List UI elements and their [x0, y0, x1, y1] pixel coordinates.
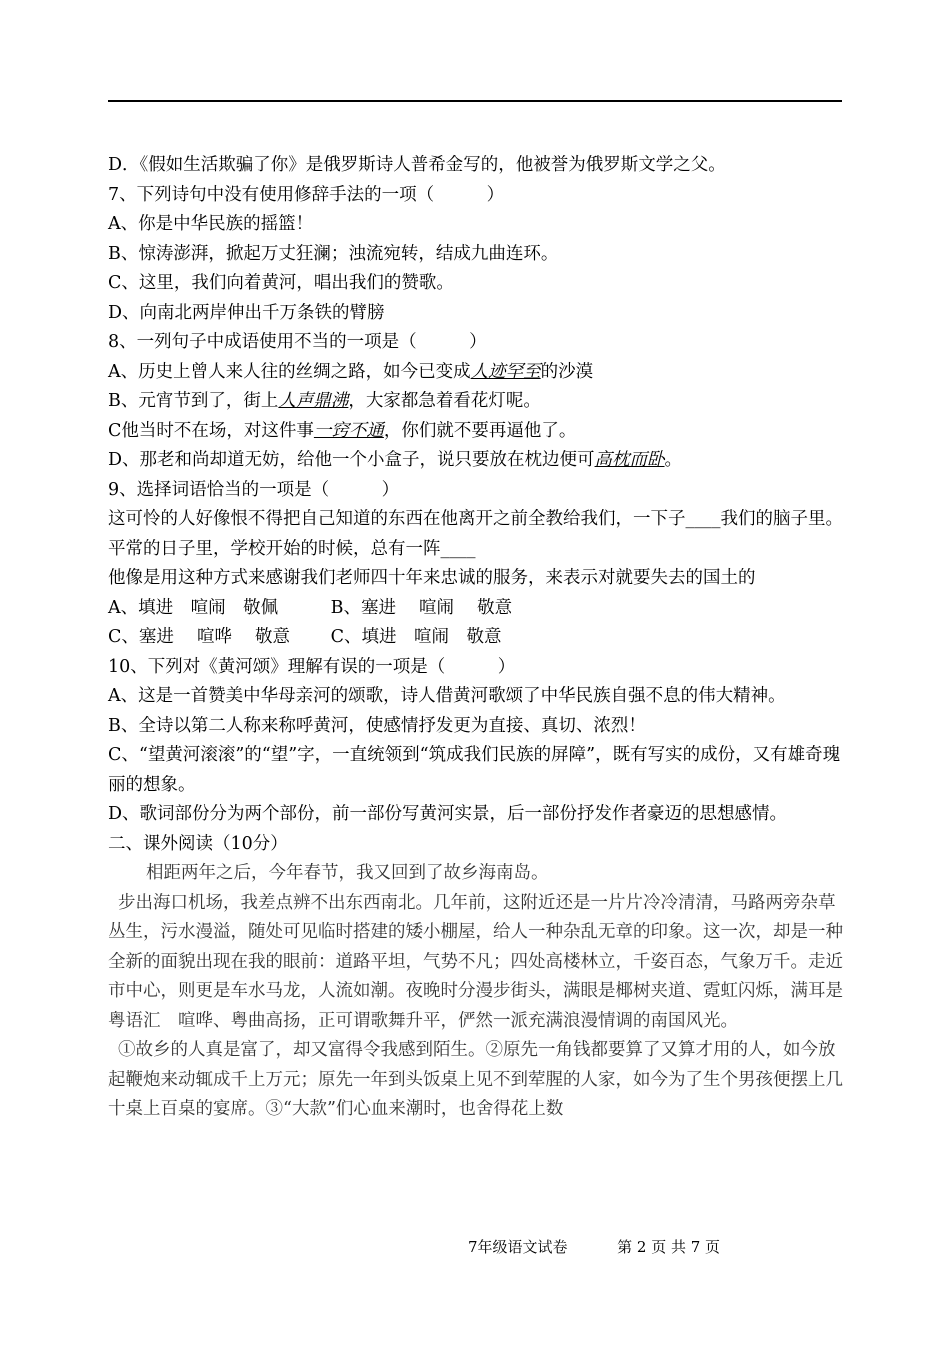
- q6-option-d: D．《假如生活欺骗了你》是俄罗斯诗人普希金写的，他被誉为俄罗斯文学之父。: [108, 155, 726, 175]
- page-footer: [468, 1236, 720, 1257]
- idiom-underlined: 人迹罕至: [470, 361, 541, 382]
- idiom-underlined: 一窍不通: [313, 420, 384, 441]
- section-title: 二、课外阅读（10分）: [108, 833, 288, 854]
- q10-option-a: A、这是一首赞美中华母亲河的颂歌，诗人借黄河歌颂了中华民族自强不息的伟大精神。: [108, 686, 786, 706]
- q10-option-d: D、歌词部份分为两个部份，前一部份写黄河实景，后一部份抒发作者豪迈的思想感情。: [108, 804, 788, 824]
- q7-option-c: C、这里，我们向着黄河，唱出我们的赞歌。: [108, 273, 454, 293]
- q9-sentence-3: 他像是用这种方式来感谢我们老师四十年来忠诚的服务，来表示对就要失去的国土的: [108, 568, 756, 588]
- q7-option-b: B、惊涛澎湃，掀起万丈狂澜；浊流宛转，结成九曲连环。: [108, 243, 559, 264]
- reading-paragraph-3: ①故乡的人真是富了，却又富得令我感到陌生。②原先一角钱都要算了又算才用的人，如今放起鞭炮来动辄成千上万元；原先一年到头饭桌上见不到荤腥的人家，如今为了生个男孩便摆上几十桌上百桌的宴席。③“大款”们心血来潮时，也舍得花上数: [108, 1040, 843, 1119]
- q9-stem: 9、选择词语恰当的一项是（ ）: [108, 479, 400, 500]
- footer-page-number: 第 2 页 共 7 页: [617, 1238, 721, 1256]
- idiom-underlined: 人声鼎沸: [278, 391, 349, 411]
- q7-option-d: D、向南北两岸伸出千万条铁的臂膀: [108, 302, 385, 323]
- q10-option-c: C、“望黄河滚滚”的“望”字，一直统领到“筑成我们民族的屏障”，既有写实的成份，又有雄奇瑰丽的想象。: [108, 745, 841, 795]
- q7-stem: 7、下列诗句中没有使用修辞手法的一项（ ）: [108, 184, 505, 205]
- reading-paragraph-1: 相距两年之后，今年春节，我又回到了故乡海南岛。: [146, 863, 549, 883]
- header-rule: [108, 100, 842, 102]
- q10-stem: 10、下列对《黄河颂》理解有误的一项是（ ）: [108, 656, 516, 677]
- reading-paragraph-2: 步出海口机场，我差点辨不出东西南北。几年前，这附近还是一片片冷冷清清，马路两旁杂草丛生，污水漫溢，随处可见临时搭建的矮小棚屋，给人一种杂乱无章的印象。这一次，却是一种全新的面貌出现在我的眼前：道路平坦，气势不凡；四处高楼林立，千姿百态，气象万千。走近市中心，则更是车水马龙，人流如潮。夜晚时分漫步街头，满眼是椰树夹道、霓虹闪烁，满耳是粤语汇 喧哗、粤曲高扬，正可谓歌舞升平，俨然一派充满浪漫情调的南国风光。: [108, 892, 843, 1031]
- q8-option-a: A、历史上曾人来人往的丝绸之路，如今已变成人迹罕至的沙漠: [108, 361, 594, 382]
- footer-exam-title: 7年级语文试卷: [468, 1238, 568, 1256]
- q9-sentence-2: 平常的日子里，学校开始的时候，总有一阵____: [108, 538, 476, 559]
- q9-sentence-1: 这可怜的人好像恨不得把自己知道的东西在他离开之前全教给我们，一下子____我们的脑子里。: [108, 509, 843, 529]
- idiom-underlined: 高枕而卧: [594, 450, 665, 470]
- q7-option-a: A、你是中华民族的摇篮！: [108, 214, 314, 234]
- q9-options-cd: C、塞进 喧哗 敬意 C、填进 喧闹 敬意: [108, 627, 502, 647]
- exam-body: [108, 151, 848, 1125]
- q10-option-b: B、全诗以第二人称来称呼黄河，使感情抒发更为直接、真切、浓烈！: [108, 715, 646, 736]
- q9-options-ab: A、填进 喧闹 敬佩 B、塞进 喧闹 敬意: [108, 597, 513, 618]
- q8-option-d: D、那老和尚却道无妨，给他一个小盒子，说只要放在枕边便可高枕而卧。: [108, 450, 683, 470]
- q8-option-c: C他当时不在场，对这件事一窍不通，你们就不要再逼他了。: [108, 420, 577, 441]
- q8-option-b: B、元宵节到了，街上人声鼎沸，大家都急着看花灯呢。: [108, 391, 541, 411]
- q8-stem: 8、一列句子中成语使用不当的一项是（ ）: [108, 332, 487, 352]
